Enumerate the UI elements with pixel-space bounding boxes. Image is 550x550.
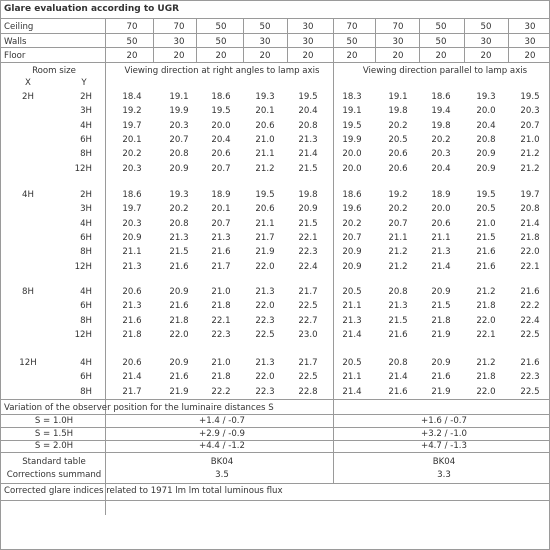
ugr-value-parallel: 22.1 <box>520 261 540 272</box>
ugr-value-right: 18.6 <box>122 190 142 200</box>
header-parallel: Viewing direction parallel to lamp axis <box>362 66 528 76</box>
reflectance-value: 20 <box>392 51 404 61</box>
reflectance-column-line <box>287 18 288 62</box>
divider-vertical <box>105 62 106 515</box>
ugr-value-right: 19.8 <box>298 190 318 200</box>
ugr-value-parallel: 22.3 <box>520 372 540 383</box>
ugr-value-parallel: 21.8 <box>476 301 496 312</box>
ugr-value-right: 20.6 <box>122 358 142 368</box>
ugr-value-right: 21.4 <box>298 149 318 160</box>
ugr-value-parallel: 20.3 <box>431 149 451 160</box>
ugr-value-parallel: 21.6 <box>388 386 408 397</box>
ugr-value-parallel: 21.2 <box>476 358 496 368</box>
ugr-value-right: 21.6 <box>169 301 189 312</box>
ugr-value-parallel: 20.8 <box>476 134 496 145</box>
room-x-2h: 2H <box>22 92 34 102</box>
ugr-value-right: 20.8 <box>169 218 189 229</box>
ugr-value-right: 20.3 <box>169 120 189 131</box>
ugr-value-right: 21.6 <box>169 261 189 272</box>
ugr-value-right: 22.7 <box>298 315 318 326</box>
variation-label: S = 2.0H <box>34 441 74 451</box>
ugr-value-right: 22.1 <box>298 232 318 243</box>
ugr-value-parallel: 20.6 <box>388 163 408 174</box>
ugr-value-parallel: 20.2 <box>388 204 408 215</box>
ugr-value-parallel: 21.5 <box>431 301 451 312</box>
room-y-label: 12H <box>74 329 92 340</box>
ugr-value-right: 20.8 <box>298 120 318 131</box>
variation-divider <box>1 399 549 400</box>
reflectance-value: 30 <box>302 37 314 47</box>
ugr-value-parallel: 21.2 <box>520 163 540 174</box>
ugr-value-parallel: 21.8 <box>476 372 496 383</box>
ugr-value-right: 22.5 <box>298 301 318 312</box>
ugr-value-parallel: 22.0 <box>476 386 496 397</box>
reflectance-column-line <box>464 18 465 62</box>
ugr-value-right: 21.7 <box>122 386 142 397</box>
ugr-value-parallel: 18.6 <box>342 190 362 200</box>
ugr-value-right: 21.0 <box>211 287 231 297</box>
ugr-value-right: 20.4 <box>298 106 318 117</box>
ugr-value-right: 19.7 <box>122 120 142 131</box>
variation-row-divider <box>1 452 549 453</box>
reflectance-value: 20 <box>215 51 227 61</box>
reflectance-value: 20 <box>524 51 536 61</box>
ugr-value-right: 21.7 <box>298 358 318 368</box>
ugr-value-right: 21.6 <box>211 247 231 258</box>
reflectance-value: 30 <box>302 22 314 32</box>
reflectance-column-line <box>375 18 376 62</box>
ugr-value-right: 21.5 <box>298 218 318 229</box>
room-y-label: 2H <box>80 190 92 200</box>
room-y-label: 8H <box>80 149 92 160</box>
ugr-value-parallel: 20.5 <box>342 287 362 297</box>
header-right-angles: Viewing direction at right angles to lamp axis <box>124 66 320 76</box>
reflectance-value: 30 <box>392 37 404 47</box>
ugr-value-right: 21.9 <box>255 247 275 258</box>
ugr-value-parallel: 19.5 <box>520 92 540 102</box>
reflectance-value: 20 <box>126 51 138 61</box>
x-axis-label: X <box>25 78 31 88</box>
ugr-value-parallel: 21.2 <box>476 287 496 297</box>
ugr-value-right: 19.3 <box>169 190 189 200</box>
ugr-value-right: 21.3 <box>211 232 231 243</box>
ugr-value-parallel: 21.4 <box>431 261 451 272</box>
ugr-value-right: 21.8 <box>211 301 231 312</box>
ugr-value-right: 19.5 <box>298 92 318 102</box>
room-y-label: 2H <box>80 92 92 102</box>
ugr-value-right: 18.6 <box>211 92 231 102</box>
ugr-value-right: 21.1 <box>255 149 275 160</box>
ugr-value-right: 21.0 <box>255 134 275 145</box>
ugr-value-right: 21.2 <box>255 163 275 174</box>
ugr-value-right: 21.7 <box>298 287 318 297</box>
ugr-value-parallel: 22.5 <box>520 386 540 397</box>
ugr-value-parallel: 21.6 <box>476 261 496 272</box>
ugr-value-parallel: 21.1 <box>342 372 362 383</box>
ugr-value-parallel: 20.0 <box>342 163 362 174</box>
footer-divider <box>1 500 549 501</box>
reflectance-value: 50 <box>215 22 227 32</box>
ugr-value-parallel: 21.6 <box>431 372 451 383</box>
ugr-value-right: 20.6 <box>255 204 275 215</box>
ugr-value-right: 21.6 <box>122 315 142 326</box>
ugr-value-parallel: 19.6 <box>342 204 362 215</box>
ugr-value-right: 21.3 <box>122 261 142 272</box>
reflectance-column-line <box>508 18 509 62</box>
ugr-value-right: 21.5 <box>169 247 189 258</box>
reflectance-value: 70 <box>346 22 358 32</box>
ugr-value-parallel: 18.6 <box>431 92 451 102</box>
ugr-value-right: 19.7 <box>122 204 142 215</box>
ugr-value-right: 21.3 <box>169 232 189 243</box>
ugr-value-right: 20.1 <box>255 106 275 117</box>
room-y-label: 8H <box>80 315 92 326</box>
ugr-value-right: 22.5 <box>255 329 275 340</box>
standard-table-right: BK04 <box>210 457 234 467</box>
ugr-value-right: 20.6 <box>122 287 142 297</box>
ugr-value-parallel: 21.2 <box>388 261 408 272</box>
ugr-value-right: 22.1 <box>211 315 231 326</box>
room-y-label: 8H <box>80 247 92 258</box>
reflectance-value: 50 <box>215 37 227 47</box>
ugr-value-parallel: 20.0 <box>342 149 362 160</box>
ugr-value-right: 19.2 <box>122 106 142 117</box>
ugr-value-parallel: 21.6 <box>388 329 408 340</box>
ugr-value-right: 19.5 <box>211 106 231 117</box>
ugr-value-right: 21.3 <box>298 134 318 145</box>
reflectance-value: 50 <box>480 22 492 32</box>
reflectance-value: 50 <box>126 37 138 47</box>
y-axis-label: Y <box>81 78 87 88</box>
room-y-label: 3H <box>80 106 92 117</box>
ugr-value-parallel: 21.6 <box>520 358 540 368</box>
ugr-value-right: 22.3 <box>255 315 275 326</box>
table-title: Glare evaluation according to UGR <box>4 4 180 14</box>
room-y-label: 6H <box>80 301 92 312</box>
ugr-value-right: 20.7 <box>211 218 231 229</box>
ugr-value-right: 21.7 <box>255 232 275 243</box>
ugr-value-parallel: 21.0 <box>476 218 496 229</box>
ugr-value-right: 22.0 <box>169 329 189 340</box>
ugr-value-right: 22.3 <box>298 247 318 258</box>
ugr-value-parallel: 21.8 <box>431 315 451 326</box>
reflectance-label-ceiling: Ceiling <box>4 22 34 32</box>
ugr-value-parallel: 21.1 <box>342 301 362 312</box>
reflectance-value: 30 <box>524 22 536 32</box>
ugr-value-parallel: 19.7 <box>520 190 540 200</box>
ugr-value-parallel: 21.9 <box>431 329 451 340</box>
room-x-12h: 12H <box>19 358 37 368</box>
reflectance-column-line <box>196 18 197 62</box>
ugr-value-parallel: 18.9 <box>431 190 451 200</box>
reflectance-value: 20 <box>346 51 358 61</box>
ugr-value-right: 22.3 <box>211 329 231 340</box>
ugr-value-parallel: 20.7 <box>388 218 408 229</box>
ugr-value-parallel: 20.2 <box>388 120 408 131</box>
ugr-value-parallel: 21.2 <box>388 247 408 258</box>
ugr-value-right: 23.0 <box>298 329 318 340</box>
ugr-value-right: 20.3 <box>122 163 142 174</box>
ugr-value-parallel: 20.5 <box>388 134 408 145</box>
variation-title: Variation of the observer position for the luminaire distances S <box>4 403 274 413</box>
ugr-value-right: 21.8 <box>169 315 189 326</box>
ugr-value-parallel: 20.0 <box>476 106 496 117</box>
room-y-label: 4H <box>80 120 92 131</box>
ugr-value-right: 22.3 <box>255 386 275 397</box>
reflectance-value: 50 <box>435 22 447 32</box>
ugr-value-parallel: 20.0 <box>431 204 451 215</box>
ugr-value-parallel: 19.8 <box>431 120 451 131</box>
variation-parallel: +1.6 / -0.7 <box>421 416 467 426</box>
room-y-label: 6H <box>80 232 92 243</box>
variation-parallel: +3.2 / -1.0 <box>421 428 467 439</box>
ugr-value-right: 20.9 <box>169 163 189 174</box>
ugr-value-parallel: 20.9 <box>476 163 496 174</box>
ugr-value-parallel: 20.7 <box>342 232 362 243</box>
ugr-value-parallel: 20.5 <box>476 204 496 215</box>
reflectance-value: 30 <box>524 37 536 47</box>
room-size-label: Room size <box>32 66 76 76</box>
ugr-value-right: 21.3 <box>255 287 275 297</box>
ugr-value-parallel: 21.0 <box>520 134 540 145</box>
room-y-label: 4H <box>80 287 92 297</box>
ugr-value-parallel: 22.1 <box>476 329 496 340</box>
ugr-value-parallel: 21.5 <box>388 315 408 326</box>
ugr-value-parallel: 21.6 <box>520 287 540 297</box>
ugr-value-right: 21.1 <box>255 218 275 229</box>
reflectance-label-floor: Floor <box>4 51 26 61</box>
reflectance-value: 30 <box>173 37 185 47</box>
ugr-value-parallel: 20.8 <box>520 204 540 215</box>
ugr-value-right: 20.2 <box>169 204 189 215</box>
reflectance-value: 50 <box>259 22 271 32</box>
ugr-value-parallel: 21.8 <box>520 232 540 243</box>
ugr-value-right: 20.7 <box>169 134 189 145</box>
ugr-value-parallel: 21.3 <box>342 315 362 326</box>
reflectance-value: 20 <box>435 51 447 61</box>
ugr-value-parallel: 20.4 <box>476 120 496 131</box>
room-y-label: 6H <box>80 372 92 383</box>
reflectance-value: 70 <box>173 22 185 32</box>
reflectance-value: 30 <box>480 37 492 47</box>
reflectance-column-line <box>419 18 420 62</box>
ugr-value-parallel: 20.6 <box>431 218 451 229</box>
standard-table-label: Standard table <box>22 457 86 467</box>
ugr-value-parallel: 21.3 <box>431 247 451 258</box>
ugr-value-parallel: 22.0 <box>476 315 496 326</box>
reflectance-value: 20 <box>173 51 185 61</box>
variation-right: +1.4 / -0.7 <box>199 416 245 426</box>
reflectance-divider <box>1 33 549 34</box>
ugr-value-parallel: 19.9 <box>342 134 362 145</box>
ugr-value-parallel: 21.4 <box>342 386 362 397</box>
ugr-value-right: 21.8 <box>122 329 142 340</box>
ugr-value-parallel: 21.3 <box>388 301 408 312</box>
ugr-value-right: 20.6 <box>211 149 231 160</box>
reflectance-value: 30 <box>259 37 271 47</box>
variation-label: S = 1.0H <box>34 416 74 426</box>
variation-right: +2.9 / -0.9 <box>199 428 245 439</box>
ugr-value-right: 21.5 <box>298 163 318 174</box>
ugr-value-right: 20.0 <box>211 120 231 131</box>
ugr-value-parallel: 19.5 <box>342 120 362 131</box>
reflectance-column-line <box>105 18 106 62</box>
ugr-value-right: 20.9 <box>169 287 189 297</box>
reflectance-value: 20 <box>302 51 314 61</box>
room-y-label: 4H <box>80 218 92 229</box>
ugr-value-right: 22.5 <box>298 372 318 383</box>
room-y-label: 3H <box>80 204 92 215</box>
room-x-4h: 4H <box>22 190 34 200</box>
ugr-value-parallel: 19.8 <box>388 106 408 117</box>
reflectance-value: 50 <box>346 37 358 47</box>
ugr-value-parallel: 20.2 <box>342 218 362 229</box>
ugr-value-parallel: 20.9 <box>431 358 451 368</box>
footer-note: Corrected glare indices related to 1971 lm lm total luminous flux <box>4 486 283 496</box>
ugr-value-parallel: 20.9 <box>342 247 362 258</box>
ugr-value-parallel: 20.9 <box>476 149 496 160</box>
reflectance-value: 70 <box>126 22 138 32</box>
ugr-value-right: 20.6 <box>255 120 275 131</box>
ugr-value-right: 22.2 <box>211 386 231 397</box>
ugr-value-right: 20.9 <box>169 358 189 368</box>
ugr-value-right: 20.1 <box>211 204 231 215</box>
ugr-value-parallel: 20.2 <box>431 134 451 145</box>
corrections-right: 3.5 <box>215 470 229 480</box>
ugr-value-right: 22.8 <box>298 386 318 397</box>
ugr-value-right: 18.4 <box>122 92 142 102</box>
ugr-value-right: 22.0 <box>255 372 275 383</box>
ugr-value-right: 21.0 <box>211 358 231 368</box>
ugr-value-right: 20.9 <box>122 232 142 243</box>
ugr-value-right: 20.7 <box>211 163 231 174</box>
ugr-value-parallel: 21.6 <box>476 247 496 258</box>
ugr-value-parallel: 21.1 <box>431 232 451 243</box>
variation-parallel: +4.7 / -1.3 <box>421 441 467 451</box>
ugr-value-parallel: 20.8 <box>388 287 408 297</box>
ugr-value-parallel: 19.4 <box>431 106 451 117</box>
ugr-value-parallel: 21.2 <box>520 149 540 160</box>
reflectance-divider <box>1 47 549 48</box>
ugr-value-parallel: 21.1 <box>388 232 408 243</box>
ugr-value-parallel: 21.9 <box>431 386 451 397</box>
ugr-value-right: 20.3 <box>122 218 142 229</box>
ugr-value-parallel: 20.5 <box>342 358 362 368</box>
room-y-label: 6H <box>80 134 92 145</box>
variation-label: S = 1.5H <box>34 428 74 439</box>
ugr-value-right: 21.7 <box>211 261 231 272</box>
reflectance-column-line <box>153 18 154 62</box>
ugr-value-parallel: 19.5 <box>476 190 496 200</box>
ugr-value-right: 20.8 <box>169 149 189 160</box>
room-y-label: 12H <box>74 261 92 272</box>
reflectance-divider <box>1 62 549 63</box>
reflectance-value: 70 <box>392 22 404 32</box>
corrections-divider <box>1 483 549 484</box>
ugr-value-parallel: 19.2 <box>388 190 408 200</box>
ugr-value-right: 18.9 <box>211 190 231 200</box>
room-y-label: 12H <box>74 163 92 174</box>
ugr-value-parallel: 21.4 <box>388 372 408 383</box>
ugr-value-right: 19.5 <box>255 190 275 200</box>
ugr-value-right: 21.3 <box>255 358 275 368</box>
ugr-value-right: 22.4 <box>298 261 318 272</box>
ugr-value-right: 21.1 <box>122 247 142 258</box>
ugr-value-parallel: 22.0 <box>520 247 540 258</box>
ugr-value-right: 19.3 <box>255 92 275 102</box>
ugr-value-right: 19.9 <box>169 106 189 117</box>
standard-table-parallel: BK04 <box>432 457 456 467</box>
reflectance-column-line <box>333 18 334 62</box>
reflectance-value: 20 <box>480 51 492 61</box>
room-y-label: 8H <box>80 386 92 397</box>
ugr-value-parallel: 20.7 <box>520 120 540 131</box>
ugr-value-parallel: 22.2 <box>520 301 540 312</box>
ugr-value-right: 22.0 <box>255 261 275 272</box>
ugr-value-parallel: 22.5 <box>520 329 540 340</box>
ugr-value-parallel: 20.4 <box>431 163 451 174</box>
ugr-value-parallel: 20.3 <box>520 106 540 117</box>
ugr-value-parallel: 20.6 <box>388 149 408 160</box>
reflectance-value: 20 <box>259 51 271 61</box>
ugr-value-right: 21.6 <box>169 372 189 383</box>
divider-vertical <box>333 62 334 483</box>
ugr-value-parallel: 19.1 <box>388 92 408 102</box>
ugr-value-parallel: 20.9 <box>431 287 451 297</box>
ugr-value-parallel: 18.3 <box>342 92 362 102</box>
reflectance-label-walls: Walls <box>4 37 27 47</box>
reflectance-column-line <box>243 18 244 62</box>
reflectance-value: 50 <box>435 37 447 47</box>
ugr-value-parallel: 20.8 <box>388 358 408 368</box>
ugr-value-parallel: 22.4 <box>520 315 540 326</box>
ugr-value-parallel: 19.3 <box>476 92 496 102</box>
ugr-value-parallel: 21.4 <box>342 329 362 340</box>
ugr-value-right: 21.8 <box>211 372 231 383</box>
ugr-value-parallel: 19.1 <box>342 106 362 117</box>
variation-right: +4.4 / -1.2 <box>199 441 245 451</box>
ugr-value-right: 20.2 <box>122 149 142 160</box>
ugr-value-parallel: 21.5 <box>476 232 496 243</box>
ugr-value-right: 20.9 <box>298 204 318 215</box>
ugr-value-parallel: 20.9 <box>342 261 362 272</box>
ugr-value-right: 20.4 <box>211 134 231 145</box>
corrections-parallel: 3.3 <box>437 470 451 480</box>
ugr-value-right: 22.0 <box>255 301 275 312</box>
ugr-value-right: 21.3 <box>122 301 142 312</box>
corrections-label: Corrections summand <box>6 470 102 480</box>
title-divider <box>1 18 549 19</box>
ugr-value-right: 20.1 <box>122 134 142 145</box>
ugr-value-right: 21.9 <box>169 386 189 397</box>
room-y-label: 4H <box>80 358 92 368</box>
ugr-value-right: 19.1 <box>169 92 189 102</box>
room-x-8h: 8H <box>22 287 34 297</box>
ugr-value-right: 21.4 <box>122 372 142 383</box>
ugr-value-parallel: 21.4 <box>520 218 540 229</box>
